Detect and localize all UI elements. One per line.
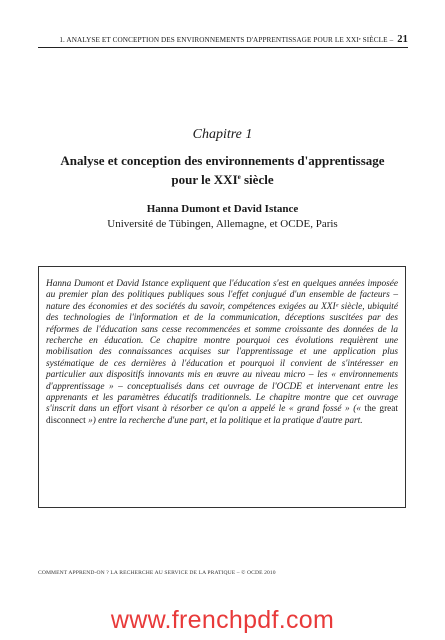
- chapter-title-pre: pour le: [171, 172, 214, 187]
- affiliation: Université de Tübingen, Allemagne, et OCDE, Paris: [107, 218, 338, 230]
- abstract-text: [46, 279, 398, 427]
- header-rule: [38, 47, 408, 48]
- watermark-link[interactable]: www.frenchpdf.com: [110, 606, 335, 634]
- authors: Hanna Dumont et David Istance: [146, 203, 299, 215]
- page-number: 21: [397, 34, 408, 45]
- running-head-separator: –: [389, 36, 394, 44]
- abstract-part2: ») entre la recherche d'une part, et la politique et la pratique d'autre part.: [85, 415, 363, 426]
- chapter-label: Chapitre 1: [192, 127, 253, 142]
- running-head-title: 1. ANALYSE ET CONCEPTION DES ENVIRONNEMENTS D'APPRENTISSAGE POUR LE XXIᵉ SIÈCLE: [59, 36, 388, 44]
- chapter-title: [50, 153, 395, 188]
- abstract-part1: Hanna Dumont et David Istance expliquent que l'éducation s'est en quelques années imposée au premier plan des politiques publiques sous l'effet conjugué d'un ensemble de facteurs – nature des économies et des sociétés du savoir, compétences exigées au XXIᵉ siècle, ubiquité des technologies de l'information et de la communication, déceptions suscitées par des réformes de l'éducation sans cesse recommencées et somme croissante des données de la recherche en éducation. Ce chapitre montre pourquoi ces évolutions requièrent une mobilisation des connaissances acquises sur l'apprentissage et une application plus systématique de ces dernières à l'éducation et pourquoi il convient de s'intéresser en particulier aux dispositifs innovants mis en œuvre au niveau micro – les « environnements d'apprentissage » – conceptualisés dans cet ouvrage de l'OCDE et intervenant entre les apprenants et les paramètres éducatifs traditionnels. Le chapitre montre que cet ouvrage s'inscrit dans un effort visant à résorber ce qu'on a appelé le « grand fossé » («: [46, 279, 398, 415]
- chapter-title-century-sup: e: [237, 173, 241, 181]
- chapter-title-century: XXI: [213, 172, 238, 187]
- chapter-title-post: siècle: [240, 172, 274, 187]
- abstract-english-phrase: the great disconnect: [46, 404, 399, 426]
- running-head: [38, 34, 408, 45]
- page-footer: COMMENT APPREND-ON ? LA RECHERCHE AU SERVICE DE LA PRATIQUE – © OCDE 2010: [38, 570, 276, 576]
- chapter-title-line1: Analyse et conception des environnements d'apprentissage: [60, 153, 385, 168]
- chapter-title-line2: [50, 169, 395, 188]
